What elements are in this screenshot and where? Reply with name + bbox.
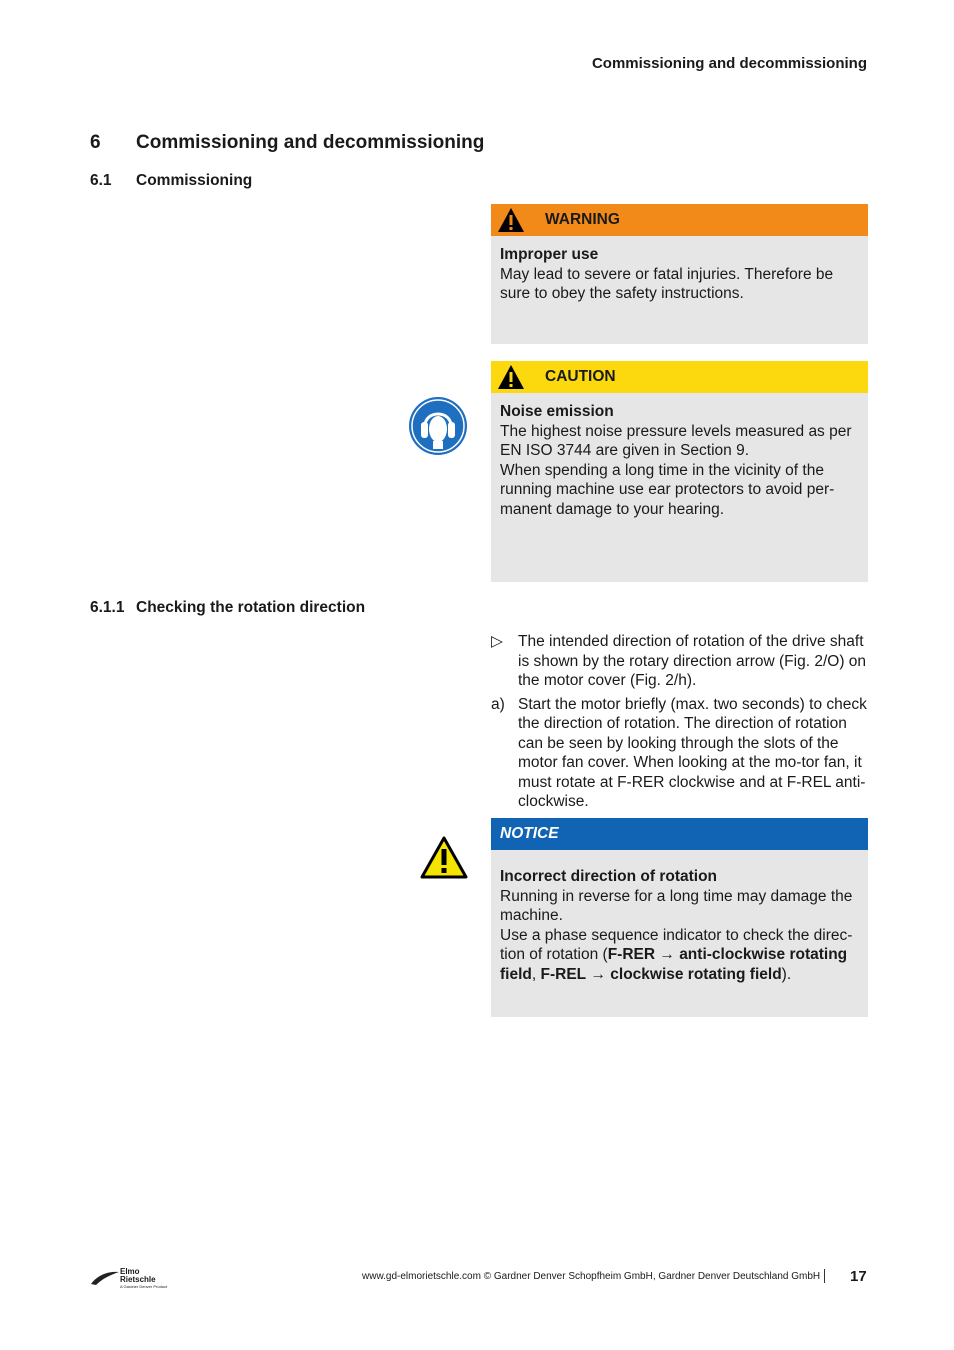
notice-text-2-prefix: Use a phase sequence indicator to check the direc-tion of rotation ( — [500, 926, 853, 963]
notice-suffix: ). — [781, 965, 792, 983]
notice-arrow: → — [655, 946, 680, 963]
subsection-heading — [90, 172, 252, 190]
notice-label: NOTICE — [500, 825, 559, 842]
hazard-warning-icon — [420, 836, 468, 879]
caution-text: The highest noise pressure levels measured as per EN ISO 3744 are given in Section 9. — [500, 422, 852, 459]
caution-header — [491, 361, 868, 393]
notice-text-2 — [500, 926, 859, 985]
footer-divider — [824, 1269, 825, 1283]
logo-swoosh-icon — [90, 1270, 120, 1286]
ear-protection-icon — [408, 396, 468, 456]
footer-text — [362, 1271, 820, 1282]
subsubsection-title: Checking the rotation direction — [136, 599, 366, 616]
caution-triangle-icon — [497, 364, 525, 390]
step-text: The intended direction of rotation of the drive shaft is shown by the rotary direction arrow (Fig. 2/O) on the motor cover (Fig. 2/h). — [518, 633, 867, 689]
notice-rer-field: anti-clockwise rotating field — [500, 946, 848, 983]
subsection-title: Commissioning — [136, 172, 253, 189]
list-item — [491, 632, 871, 691]
warning-header — [491, 204, 868, 236]
notice-header — [491, 818, 868, 850]
section-number: 6 — [90, 132, 101, 153]
notice-rer: F-RER — [607, 946, 656, 963]
caution-label: CAUTION — [545, 368, 616, 385]
notice-box — [491, 818, 868, 1017]
warning-box — [491, 204, 868, 344]
section-title: Commissioning and decommissioning — [136, 132, 485, 153]
logo-tagline: A Gardner Denver Product — [120, 1284, 168, 1289]
page-number: 17 — [850, 1268, 867, 1285]
warning-triangle-icon — [497, 207, 525, 233]
warning-label: WARNING — [545, 211, 620, 228]
steps-list — [491, 632, 871, 816]
step-text: Start the motor briefly (max. two seconds) to check the direction of rotation. The direction of rotation can be seen by looking through the slots of the motor fan cover. When looking at the mo-tor fan, it must rotate at F-RER clockwise and at F-REL anti-clockwise. — [518, 695, 867, 810]
subsubsection-number: 6.1.1 — [90, 599, 125, 616]
notice-separator: , — [531, 965, 541, 983]
logo-line-1: Elmo — [120, 1267, 140, 1276]
notice-rel-field: clockwise rotating field — [610, 965, 782, 983]
running-head: Commissioning and decommissioning — [591, 55, 867, 72]
caution-title: Noise emission — [500, 403, 614, 420]
list-item — [491, 695, 871, 812]
subsubsection-heading — [90, 599, 365, 617]
warning-title: Improper use — [500, 246, 599, 263]
caution-box — [491, 361, 868, 582]
warning-text: May lead to severe or fatal injuries. Therefore be sure to obey the safety instructions. — [500, 265, 834, 302]
section-heading — [90, 132, 484, 154]
step-marker: ▷ — [491, 633, 503, 650]
notice-text: Running in reverse for a long time may damage the machine. — [500, 887, 853, 924]
notice-title: Incorrect direction of rotation — [500, 868, 718, 885]
footer-url[interactable]: www.gd-elmorietschle.com — [362, 1271, 481, 1282]
caution-text-2: When spending a long time in the vicinity of the running machine use ear protectors to avoid per-manent damage to your hearing. — [500, 461, 835, 518]
logo-line-2: Rietschle — [120, 1275, 156, 1284]
company-logo — [90, 1268, 170, 1288]
notice-rel: F-REL — [540, 965, 587, 983]
notice-arrow-2: → — [586, 965, 611, 983]
subsection-number: 6.1 — [90, 172, 112, 189]
footer-copyright: © Gardner Denver Schopfheim GmbH, Gardner Denver Deutschland GmbH — [480, 1271, 821, 1282]
step-marker: a) — [491, 695, 505, 713]
